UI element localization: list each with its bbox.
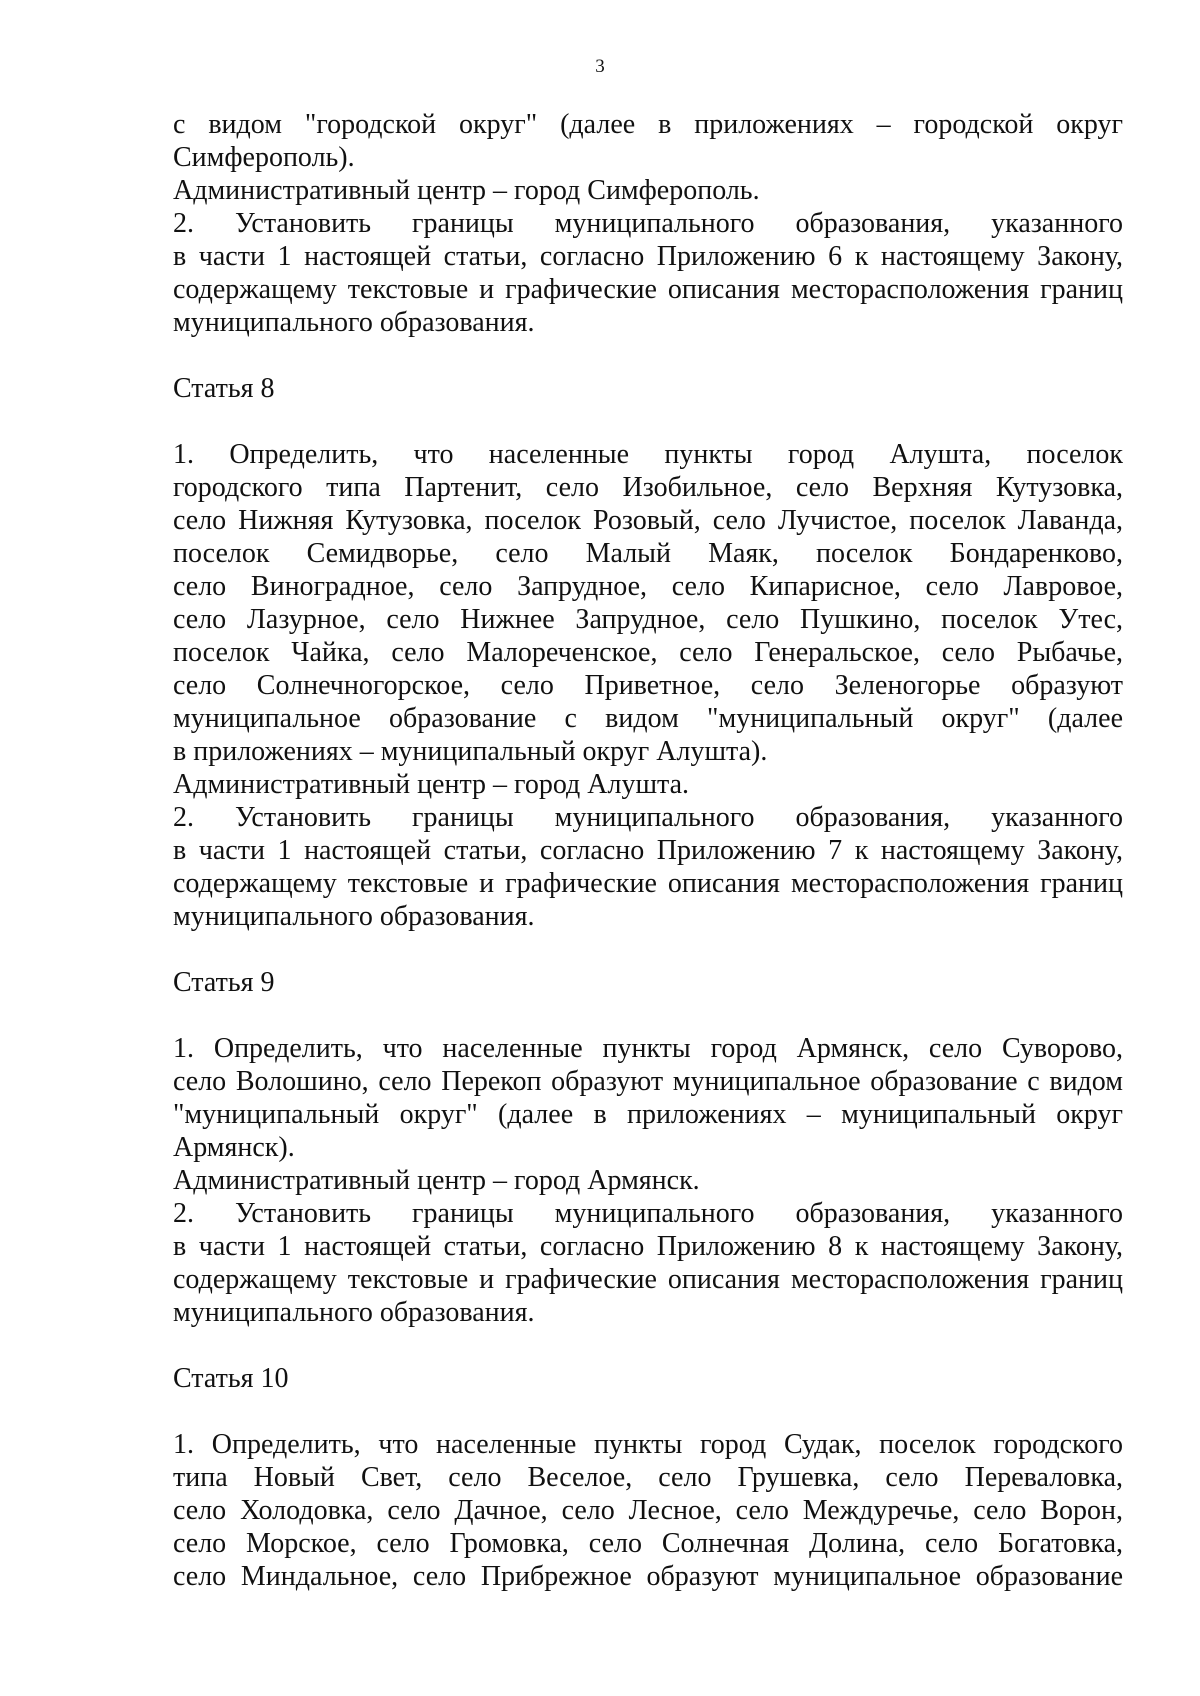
paragraph-gap [173,1329,1123,1362]
text-line: поселок Семидворье, село Малый Маяк, поселок Бондаренково, [173,538,1123,569]
text-line: 1. Определить, что населенные пункты город Алушта, поселок [173,439,1123,470]
text-line: содержащему текстовые и графические описания месторасположения границ [173,1264,1123,1295]
text-line: с видом "городской округ" (далее в приложениях – городской округ [173,109,1123,140]
text-line: село Нижняя Кутузовка, поселок Розовый, село Лучистое, поселок Лаванда, [173,505,1123,536]
article-heading: Статья 9 [173,967,275,998]
text-line: село Лазурное, село Нижнее Запрудное, село Пушкино, поселок Утес, [173,604,1123,635]
text-line: поселок Чайка, село Малореченское, село Генеральское, село Рыбачье, [173,637,1123,668]
text-line: Административный центр – город Симферополь. [173,175,760,206]
text-line: муниципальное образование с видом "муниципальный округ" (далее [173,703,1123,734]
text-line: 1. Определить, что населенные пункты город Армянск, село Суворово, [173,1033,1123,1064]
text-line: муниципального образования. [173,1297,535,1328]
text-line: село Волошино, село Перекоп образуют муниципальное образование с видом [173,1066,1123,1097]
text-line: село Морское, село Громовка, село Солнечная Долина, село Богатовка, [173,1528,1123,1559]
text-line: село Солнечногорское, село Приветное, село Зеленогорье образуют [173,670,1123,701]
text-line: село Миндальное, село Прибрежное образуют муниципальное образование [173,1561,1123,1592]
text-line: "муниципальный округ" (далее в приложениях – муниципальный округ [173,1099,1123,1130]
text-line: в приложениях – муниципальный округ Алушта). [173,736,768,767]
paragraph-gap [173,1395,1123,1428]
text-line: Армянск). [173,1132,295,1163]
text-line: в части 1 настоящей статьи, согласно Приложению 7 к настоящему Закону, [173,835,1123,866]
text-line: Административный центр – город Алушта. [173,769,690,800]
text-line: Административный центр – город Армянск. [173,1165,700,1196]
text-line: 2. Установить границы муниципального образования, указанного [173,208,1123,239]
text-line: в части 1 настоящей статьи, согласно Приложению 8 к настоящему Закону, [173,1231,1123,1262]
paragraph-gap [173,999,1123,1032]
text-line: 2. Установить границы муниципального образования, указанного [173,1198,1123,1229]
article-heading: Статья 8 [173,373,275,404]
text-line: муниципального образования. [173,901,535,932]
text-line: содержащему текстовые и графические описания месторасположения границ [173,868,1123,899]
article-heading: Статья 10 [173,1363,289,1394]
paragraph-gap [173,405,1123,438]
text-line: 1. Определить, что населенные пункты город Судак, поселок городского [173,1429,1123,1460]
text-line: село Холодовка, село Дачное, село Лесное, село Междуречье, село Ворон, [173,1495,1123,1526]
text-line: муниципального образования. [173,307,535,338]
page-number: 3 [595,56,605,77]
text-line: содержащему текстовые и графические описания месторасположения границ [173,274,1123,305]
text-line: село Виноградное, село Запрудное, село Кипарисное, село Лавровое, [173,571,1123,602]
text-line: городского типа Партенит, село Изобильное, село Верхняя Кутузовка, [173,472,1123,503]
paragraph-gap [173,933,1123,966]
text-line: Симферополь). [173,142,355,173]
text-line: в части 1 настоящей статьи, согласно Приложению 6 к настоящему Закону, [173,241,1123,272]
text-line: типа Новый Свет, село Веселое, село Грушевка, село Переваловка, [173,1462,1123,1493]
text-line: 2. Установить границы муниципального образования, указанного [173,802,1123,833]
document-body [173,108,1123,1593]
paragraph-gap [173,339,1123,372]
